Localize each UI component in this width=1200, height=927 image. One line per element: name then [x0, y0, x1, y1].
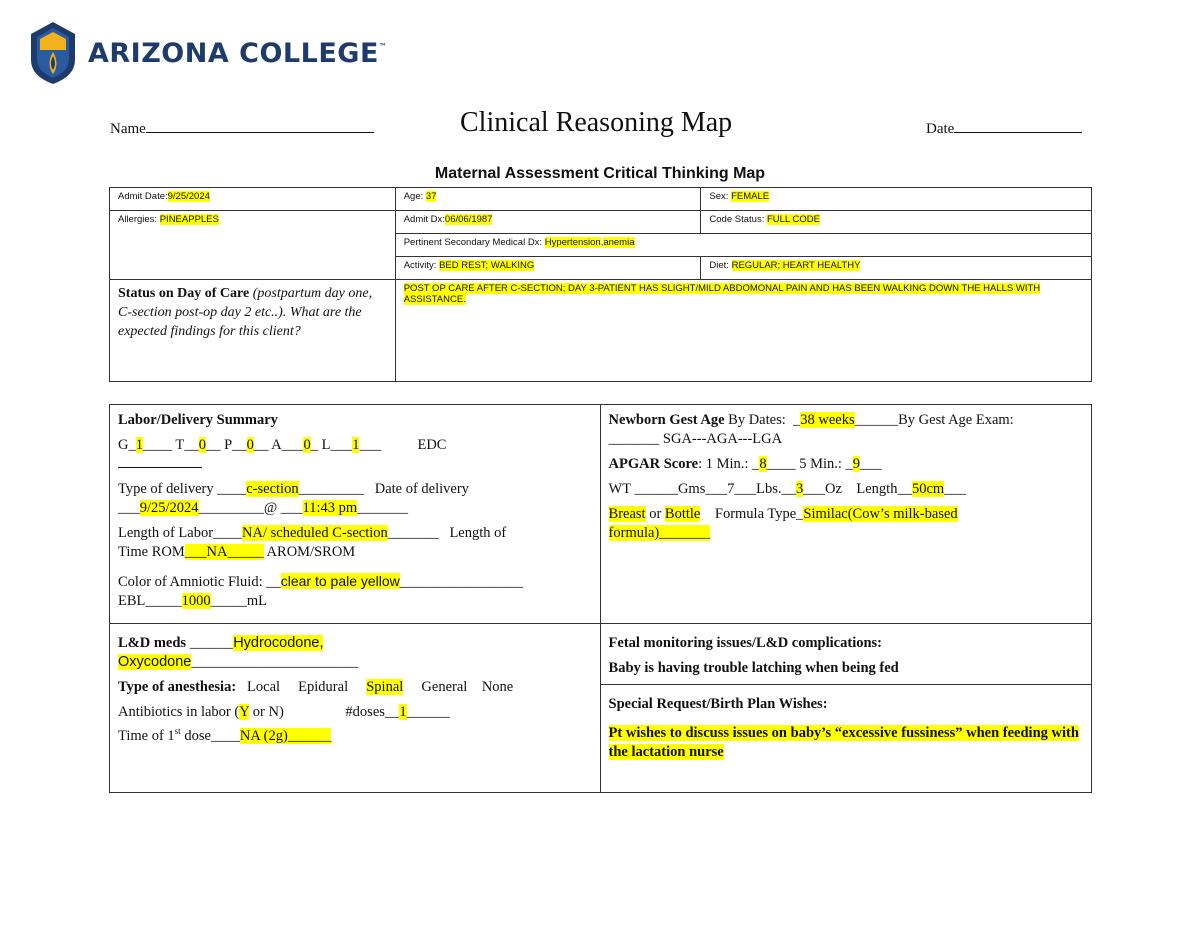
status-value-cell: POST OP CARE AFTER C-SECTION; DAY 3-PATIENT HAS SLIGHT/MILD ABDOMONAL PAIN AND HAS BEEN WALKING DOWN THE HALLS WITH ASSISTANCE.	[395, 280, 1091, 382]
date-field: Date	[926, 118, 1082, 138]
antibiotics-line: Antibiotics in labor (Y or N) #doses__1______ Time of 1st dose____NA (2g)______	[118, 704, 451, 744]
code-status-cell: Code Status: FULL CODE	[701, 211, 1092, 234]
name-field: Name	[110, 118, 374, 138]
special-request-cell: Special Request/Birth Plan Wishes: Pt wishes to discuss issues on baby’s “excessive fussiness” when feeding with the lactation nurse	[600, 685, 1091, 793]
activity-cell: Activity: BED REST; WALKING	[395, 257, 701, 280]
labor-summary-cell	[110, 405, 601, 624]
secondary-dx-cell: Pertinent Secondary Medical Dx: Hypertension,anemia	[395, 234, 1091, 257]
page-title: Clinical Reasoning Map	[460, 107, 733, 138]
shield-logo-icon	[28, 20, 78, 86]
meds-cell	[110, 624, 601, 793]
status-label-cell: Status on Day of Care (postpartum day one, C-section post-op day 2 etc..). What are the expected findings for this client?	[110, 280, 396, 382]
patient-info-table	[109, 187, 1092, 382]
fetal-monitoring-cell: Fetal monitoring issues/L&D complications: Baby is having trouble latching when being fed	[600, 624, 1091, 685]
logo-wordmark: ARIZONA COLLEGE™	[88, 37, 388, 69]
apgar-line: APGAR Score: 1 Min.: _8____ 5 Min.: _9___	[608, 456, 882, 472]
labor-summary-title: Labor/Delivery Summary	[118, 412, 278, 428]
newborn-cell	[600, 405, 1091, 624]
admit-dx-cell: Admit Dx:06/06/1987	[395, 211, 701, 234]
weight-line: WT ______Gms___7___Lbs.__3___Oz Length__50cm___	[608, 481, 966, 497]
gtpal-line: G_1____ T__0__ P__0__ A___0_ L___1___ EDC	[118, 436, 592, 474]
length-of-labor-line: Length of Labor____NA/ scheduled C-section_______ Length of Time ROM___NA_____ AROM/SROM	[118, 525, 507, 560]
arizona-college-logo	[28, 20, 387, 86]
labor-delivery-table	[109, 404, 1092, 793]
ld-meds-line: L&D meds ______Hydrocodone, Oxycodone_______________________	[118, 635, 359, 670]
feeding-line: Breast or Bottle Formula Type_Similac(Cow’s milk-based formula)_______	[608, 506, 958, 541]
allergies-cell: Allergies: PINEAPPLES	[110, 211, 396, 280]
anesthesia-line: Type of anesthesia: Local Epidural Spinal General None	[118, 679, 514, 695]
diet-cell: Diet: REGULAR; HEART HEALTHY	[701, 257, 1092, 280]
gest-age-line: Newborn Gest Age By Dates: _38 weeks______By Gest Age Exam: _______ SGA---AGA---LGA	[608, 412, 1014, 447]
sex-cell: Sex: FEMALE	[701, 188, 1092, 211]
amniotic-fluid-line: Color of Amniotic Fluid: __clear to pale yellow_________________ EBL_____1000_____mL	[118, 573, 524, 609]
admit-date-cell: Admit Date:9/25/2024	[110, 188, 396, 211]
map-subtitle: Maternal Assessment Critical Thinking Map	[434, 165, 766, 182]
delivery-type-line: Type of delivery ____c-section_________ Date of delivery ___9/25/2024_________@ ___11:43 pm_______	[118, 481, 469, 516]
age-cell: Age: 37	[395, 188, 701, 211]
